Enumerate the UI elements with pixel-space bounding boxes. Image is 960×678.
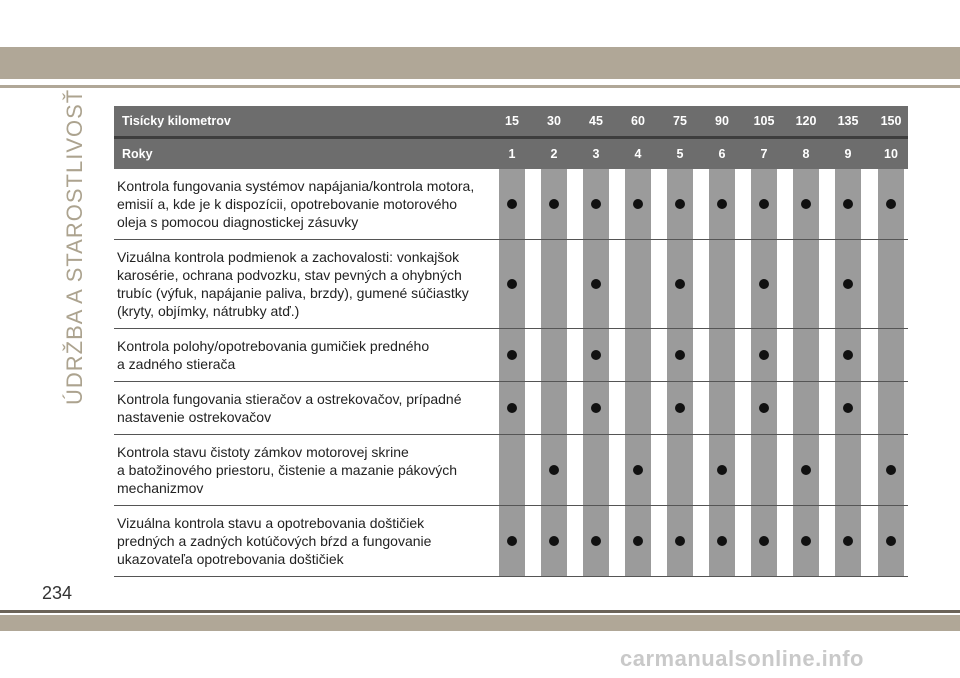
task-description: Vizuálna kontrola podmienok a zachovalosti: vonkajšok karosérie, ochrana podvozku, stav pevných a ohybných trubíc (výfuk, napájanie paliva, brzdy), gumené súčiastky (kryty, objímky, nátrubky atď.) <box>117 249 469 319</box>
task-description: Kontrola stavu čistoty zámkov motorovej skrine a batožinového priestoru, čistenie a mazanie pákových mechanizmov <box>117 444 458 496</box>
maintenance-dot <box>759 350 769 360</box>
header-year-row <box>114 139 908 169</box>
maintenance-dot <box>591 536 601 546</box>
header-year-value: 8 <box>802 147 810 161</box>
maintenance-dot <box>633 465 643 475</box>
maintenance-dot <box>633 199 643 209</box>
maintenance-dot <box>717 536 727 546</box>
header-km-value: 75 <box>673 114 687 128</box>
maintenance-dot <box>759 403 769 413</box>
maintenance-dot <box>507 350 517 360</box>
header-km-value: 90 <box>715 114 729 128</box>
maintenance-dot <box>591 403 601 413</box>
maintenance-dot <box>717 199 727 209</box>
maintenance-table <box>114 106 908 577</box>
header-year-value: 9 <box>844 147 852 161</box>
maintenance-dot <box>759 279 769 289</box>
header-km-value: 150 <box>880 114 902 128</box>
header-km-value: 135 <box>837 114 859 128</box>
maintenance-dot <box>507 403 517 413</box>
header-year-value: 5 <box>676 147 684 161</box>
bottom-rule <box>0 610 960 613</box>
maintenance-dot <box>675 279 685 289</box>
bottom-decor-bar <box>0 615 960 631</box>
maintenance-dot <box>675 403 685 413</box>
top-decor-bar <box>0 47 960 79</box>
top-rule <box>0 85 960 88</box>
maintenance-dot <box>507 536 517 546</box>
header-year-value: 2 <box>550 147 558 161</box>
maintenance-dot <box>759 536 769 546</box>
table-row <box>114 240 908 329</box>
maintenance-dot <box>759 199 769 209</box>
task-description: Kontrola fungovania systémov napájania/kontrola motora, emisií a, kde je k dispozícii, opotrebovanie motorového oleja s pomocou diagnostickej zásuvky <box>117 178 475 230</box>
maintenance-dot <box>801 536 811 546</box>
maintenance-dot <box>843 536 853 546</box>
header-year-value: 4 <box>634 147 642 161</box>
page-number: 234 <box>42 583 73 603</box>
maintenance-dot <box>507 199 517 209</box>
maintenance-dot <box>886 199 896 209</box>
task-description: Kontrola polohy/opotrebovania gumičiek predného a zadného stierača <box>117 338 430 372</box>
header-year-value: 1 <box>508 147 516 161</box>
maintenance-dot <box>801 465 811 475</box>
maintenance-dot <box>843 279 853 289</box>
header-km-value: 105 <box>753 114 775 128</box>
table-row <box>114 435 908 506</box>
maintenance-dot <box>633 536 643 546</box>
maintenance-dot <box>591 350 601 360</box>
header-km-value: 120 <box>795 114 817 128</box>
maintenance-dot <box>886 465 896 475</box>
maintenance-dot <box>549 199 559 209</box>
table-row <box>114 506 908 577</box>
maintenance-dot <box>843 199 853 209</box>
table-row <box>114 382 908 435</box>
header-km-value: 30 <box>547 114 561 128</box>
header-year-value: 7 <box>760 147 768 161</box>
maintenance-dot <box>801 199 811 209</box>
header-year-value: 10 <box>884 147 898 161</box>
header-km-value: 45 <box>589 114 603 128</box>
maintenance-dot <box>549 536 559 546</box>
maintenance-dot <box>675 199 685 209</box>
task-description: Kontrola fungovania stieračov a ostrekovačov, prípadné nastavenie ostrekovačov <box>117 391 462 425</box>
maintenance-dot <box>675 350 685 360</box>
header-year-label: Roky <box>122 147 153 161</box>
header-km-value: 15 <box>505 114 519 128</box>
header-km-label: Tisícky kilometrov <box>122 114 231 128</box>
maintenance-dot <box>549 465 559 475</box>
header-km-value: 60 <box>631 114 645 128</box>
header-year-value: 3 <box>592 147 600 161</box>
maintenance-dot <box>843 403 853 413</box>
maintenance-dot <box>591 199 601 209</box>
maintenance-dot <box>591 279 601 289</box>
watermark: carmanualsonline.info <box>620 646 864 671</box>
table-row <box>114 329 908 382</box>
header-year-value: 6 <box>718 147 726 161</box>
table-body <box>114 169 908 577</box>
maintenance-dot <box>717 465 727 475</box>
section-title-vertical: ÚDRŽBA A STAROSTLIVOSŤ <box>62 88 87 405</box>
task-description: Vizuálna kontrola stavu a opotrebovania doštičiek predných a zadných kotúčových bŕzd a fungovanie ukazovateľa opotrebovania doštičiek <box>117 515 432 567</box>
maintenance-dot <box>507 279 517 289</box>
maintenance-dot <box>843 350 853 360</box>
table-row <box>114 169 908 240</box>
maintenance-dot <box>886 536 896 546</box>
maintenance-dot <box>675 536 685 546</box>
header-km-row <box>114 106 908 136</box>
